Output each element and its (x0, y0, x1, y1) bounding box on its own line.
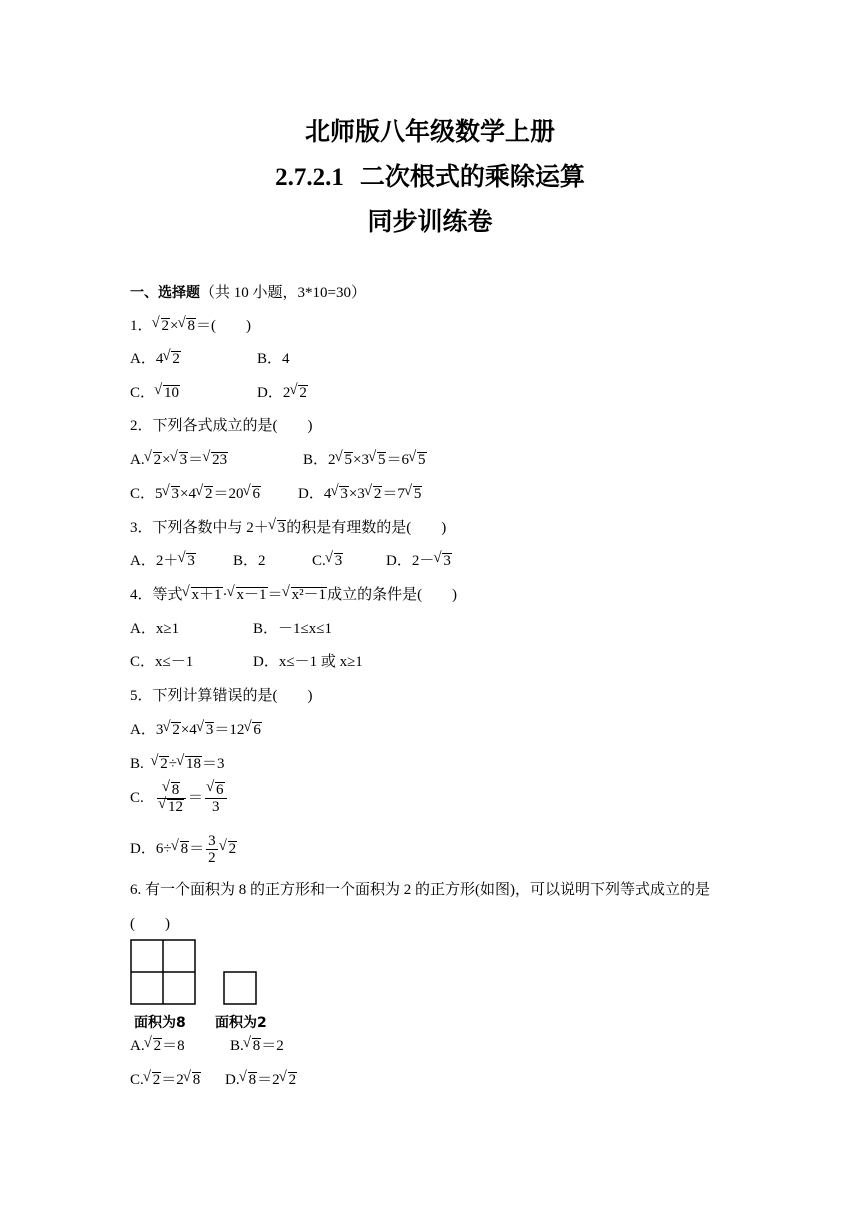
q5-option-c: C. √ 8 √ 12 ＝ √ $\frac{6}{3}$ (130, 782, 229, 815)
q4-option-a: A．x≥1 (130, 621, 180, 637)
figure-label-area-2: 面积为2 (215, 1015, 267, 1031)
q3-stem-pre: 3．下列各数中与 2＋ (130, 520, 269, 536)
title-line-1: 北师版八年级数学上册 (304, 117, 555, 146)
q6-stem: 6. 有一个面积为 8 的正方形和一个面积为 2 的正方形(如图)，可以说明下列等式成立的是 (130, 882, 710, 898)
title-line-2 (0, 157, 860, 193)
q1-stem: 1．√ 2×√ 8＝( ) (130, 316, 251, 336)
q3-option-a: A．2＋ (130, 553, 179, 569)
q3-options: A．2＋√ 3 B．2 C.√ 3 D．2－√ 3 (130, 551, 196, 571)
q1-option-a: A．4 (130, 351, 164, 367)
q6-paren: ( ) (130, 916, 170, 932)
q1-number: 1． (130, 318, 153, 334)
q1-option-c: C． (130, 385, 156, 401)
q5-option-b: B. √ 2÷√ 18＝3 (130, 754, 225, 774)
section-heading (130, 283, 366, 303)
q3-option-b: B．2 (233, 553, 266, 569)
q4-options-cd (130, 652, 363, 672)
figure-label-area-8: 面积为8 (134, 1015, 186, 1031)
title-line-3: 同步训练卷 (367, 207, 493, 236)
q1-options-ab: A．4√ 2 B．4 (130, 349, 181, 369)
q6-options-cd: C.√ 2＝2√ 8 D.√ 8＝2√ 2 (130, 1070, 201, 1090)
q5-option-a: A．3√ 2×4√ 3＝12√ 6 (130, 720, 262, 740)
q2-options-ab: A.√ 2×√ 3＝√ 23 B．2√ 5×3√ 5＝6√ 5 (130, 450, 228, 470)
lesson-number: 2.7.2.1 (275, 164, 344, 191)
q3-option-d: D．2－ (386, 553, 435, 569)
q4-option-d: D．x≤－1 或 x≥1 (253, 654, 363, 670)
q1-option-d: D．2 (257, 385, 291, 401)
q1-option-b: B．4 (257, 351, 290, 367)
section-note: （共 10 小题，3*10=30） (200, 285, 366, 301)
lesson-title: 二次根式的乘除运算 (359, 162, 585, 191)
q1-options-cd: C．√ 10 D．2√ 2 (130, 383, 180, 403)
q2-options-cd: C．5√ 3×4√ 2＝20√ 6 D．4√ 3×3√ 2＝7√ 5 (130, 484, 261, 504)
q4-stem-pre: 4．等式 (130, 587, 183, 603)
q6-options-ab: A.√ 2＝8 B.√ 8＝2 (130, 1036, 185, 1056)
q4-option-c: C．x≤－1 (130, 654, 194, 670)
q4-option-b: B．－1≤x≤1 (253, 621, 332, 637)
q3-option-c: C. (312, 553, 326, 569)
q4-stem-post: 成立的条件是( ) (327, 587, 458, 603)
q5-stem: 5．下列计算错误的是( ) (130, 688, 313, 704)
q3-stem: 3．下列各数中与 2＋√ 3的积是有理数的是( ) (130, 518, 446, 538)
q1-paren: ＝( ) (195, 318, 251, 334)
section-title: 一、选择题 (130, 285, 200, 301)
q5-option-d: D．6÷√ 8＝ $\frac{3}{2}$ √ 2 (130, 833, 237, 866)
q2-stem: 2．下列各式成立的是( ) (130, 418, 313, 434)
q4-options-ab (130, 619, 332, 639)
q4-stem: 4．等式√ x＋1·√ x－1＝√ x²－1成立的条件是( ) (130, 585, 457, 605)
q3-stem-post: 的积是有理数的是( ) (286, 520, 447, 536)
